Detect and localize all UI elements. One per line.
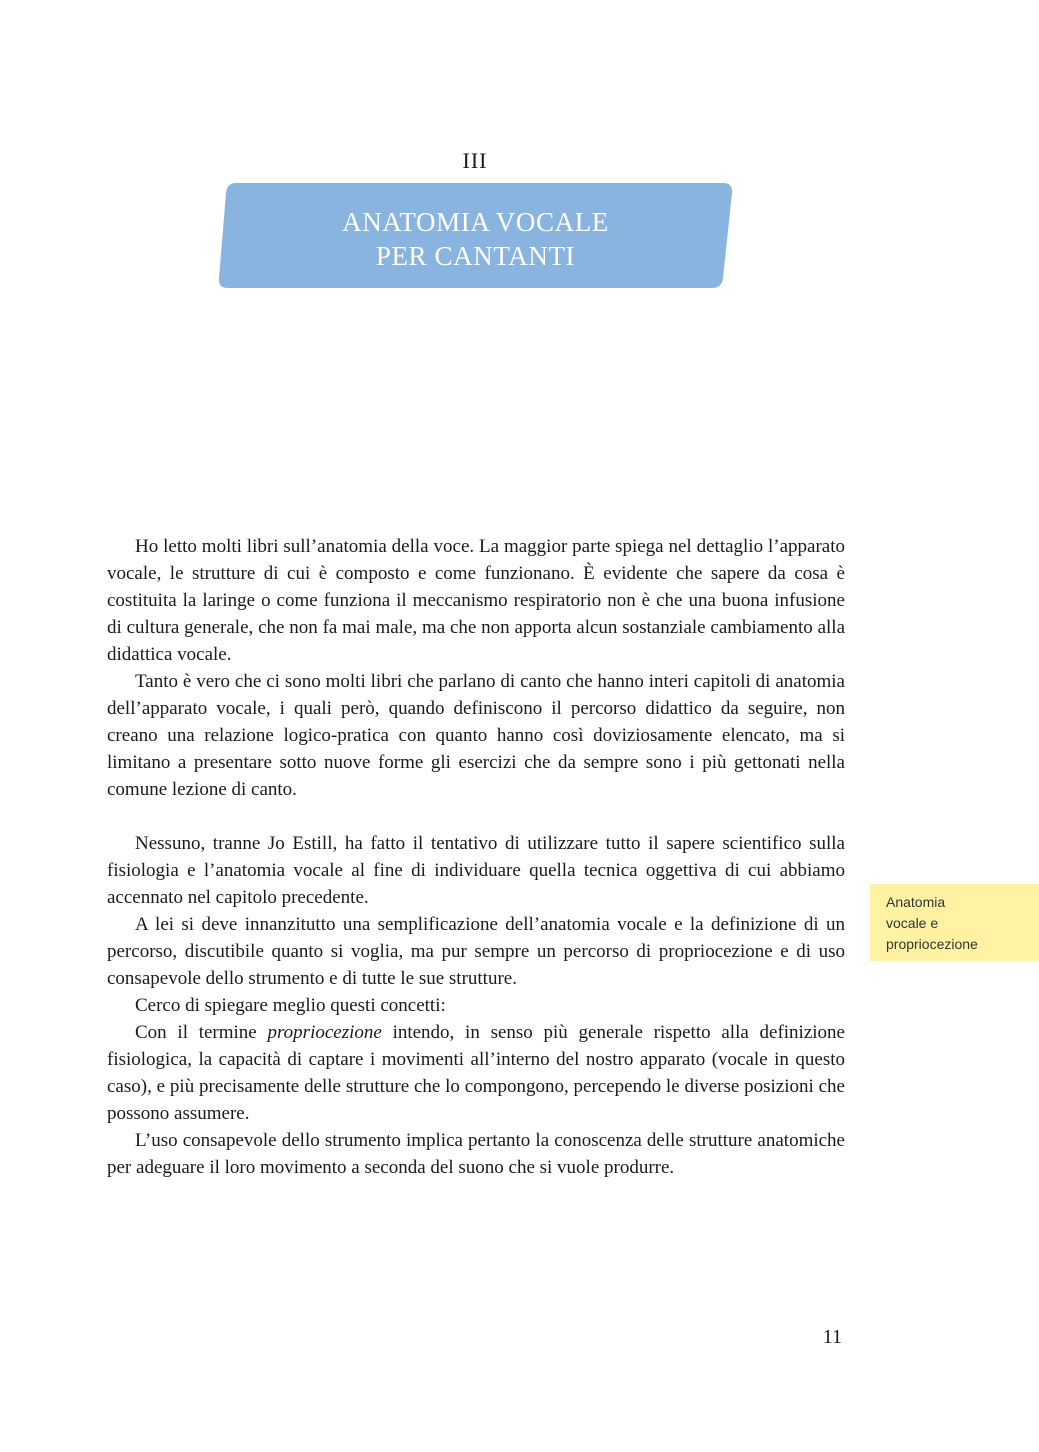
paragraph: L’uso consapevole dello strumento implica pertanto la conoscenza delle strutture anatomiche per adeguare il loro movimento a seconda del suono che si vuole produrre.: [107, 1130, 845, 1178]
chapter-number: III: [462, 148, 488, 173]
paragraph: A lei si deve innanzitutto una semplificazione dell’anatomia vocale e la definizione di un percorso, discutibile quanto si voglia, ma pur sempre un percorso di propriocezione e di uso consapevole dello strumento e di tutte le sue strutture.: [107, 914, 845, 989]
page-number: 11: [822, 1326, 842, 1348]
paragraph: Nessuno, tranne Jo Estill, ha fatto il tentativo di utilizzare tutto il sapere scientifico sulla fisiologia e l’anatomia vocale al fine di individuare quella tecnica oggettiva di cui abbiamo accennato nel capitolo precedente.: [107, 833, 845, 908]
margin-note-line-3: propriocezione: [886, 936, 978, 952]
margin-note-line-1: Anatomia: [886, 894, 946, 910]
margin-note-line-2: vocale e: [886, 915, 939, 931]
body-text: [107, 533, 845, 1181]
paragraph: Cerco di spiegare meglio questi concetti:: [135, 995, 446, 1016]
text-run: Con il termine: [135, 1022, 268, 1043]
paragraph: Ho letto molti libri sull’anatomia della voce. La maggior parte spiega nel dettaglio l’apparato vocale, le strutture di cui è composto e come funzionano. È evidente che sapere da cosa è costituita la laringe o come funziona il meccanismo respiratorio non è che una buona infusione di cultura generale, che non fa mai male, ma che non apporta alcun sostanziale cambiamento alla didattica vocale.: [107, 536, 845, 665]
text-run: intendo, in senso più generale rispetto alla definizione fisiologica, la capacità di captare i movimenti all’interno del nostro apparato (vocale in questo caso), e più precisamente delle strutture che lo compongono, percependo le diverse posizioni che possono assumere.: [107, 1022, 845, 1124]
chapter-title-box: [218, 183, 733, 288]
paragraph: Tanto è vero che ci sono molti libri che parlano di canto che hanno interi capitoli di anatomia dell’apparato vocale, i quali però, quando definiscono il percorso didattico da seguire, non creano una relazione logico-pratica con quanto hanno così doviziosamente elencato, ma si limitano a presentare sotto nuove forme gli esercizi che da sempre sono i più gettonati nella comune lezione di canto.: [107, 671, 845, 800]
emphasis-term: propriocezione: [267, 1022, 382, 1043]
chapter-title-line-2: PER CANTANTI: [375, 241, 576, 271]
chapter-title-line-1: ANATOMIA VOCALE: [342, 207, 609, 237]
paragraph-propriocezione: [107, 1019, 845, 1127]
margin-note: [870, 884, 1039, 961]
chapter-title: [218, 205, 733, 273]
